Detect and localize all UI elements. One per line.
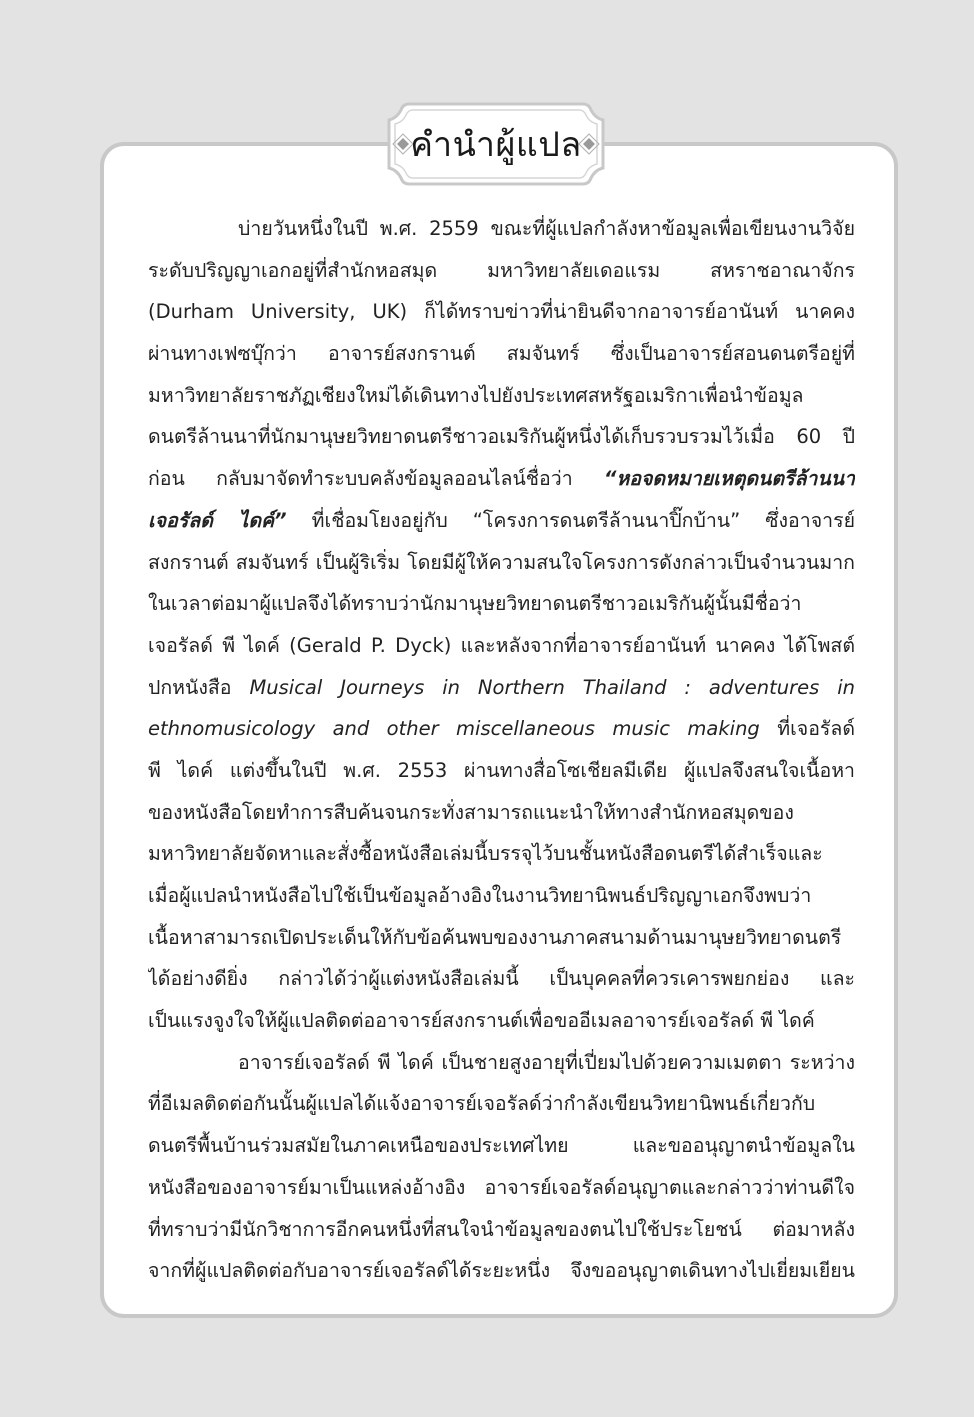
text-line: ดนตรีล้านนาที่นักมานุษยวิทยาดนตรีชาวอเมริกันผู้หนึ่งได้เก็บรวบรวมไว้เมื่อ 60 ปี <box>148 425 855 449</box>
text-line <box>148 708 855 750</box>
text-line: บ่ายวันหนึ่งในปี พ.ศ. 2559 ขณะที่ผู้แปลกำลังหาข้อมูลเพื่อเขียนงานวิจัย <box>238 217 855 240</box>
text-line: ที่ทราบว่ามีนักวิชาการอีกคนหนึ่งที่สนใจนำข้อมูลของตนไปใช้ประโยชน์ ต่อมาหลัง <box>148 1217 855 1241</box>
text-line: เมื่อผู้แปลนำหนังสือไปใช้เป็นข้อมูลอ้างอิงในงานวิทยานิพนธ์ปริญญาเอกจึงพบว่า <box>148 884 812 907</box>
text-line: พี ไดค์ แต่งขึ้นในปี พ.ศ. 2553 ผ่านทางสื่อโซเชียลมีเดีย ผู้แปลจึงสนใจเนื้อหา <box>148 758 855 782</box>
text-line: ผ่านทางเฟซบุ๊กว่า อาจารย์สงกรานต์ สมจันทร์ ซึ่งเป็นอาจารย์สอนดนตรีอยู่ที่ <box>148 342 855 366</box>
text-line: ที่อีเมลติดต่อกันนั้นผู้แปลได้แจ้งอาจารย์เจอรัลด์ว่ากำลังเขียนวิทยานิพนธ์เกี่ยวกับ <box>148 1092 816 1116</box>
text-line: หนังสือของอาจารย์มาเป็นแหล่งอ้างอิง อาจารย์เจอรัลด์อนุญาตและกล่าวว่าท่านดีใจ <box>148 1175 855 1199</box>
text-line: ได้อย่างดียิ่ง กล่าวได้ว่าผู้แต่งหนังสือเล่มนี้ เป็นบุคคลที่ควรเคารพยกย่อง และ <box>148 967 855 991</box>
text-line: มหาวิทยาลัยจัดหาและสั่งซื้อหนังสือเล่มนี้บรรจุไว้บนชั้นหนังสือดนตรีได้สำเร็จและ <box>148 842 823 866</box>
text-line: (Durham University, UK) ก็ได้ทราบข่าวที่น่ายินดีจากอาจารย์อานันท์ นาคคง <box>148 300 855 324</box>
text-run: ก่อน กลับมาจัดทำระบบคลังข้อมูลออนไลน์ชื่อว่า <box>148 467 604 491</box>
text-run: ที่เชื่อมโยงอยู่กับ “โครงการดนตรีล้านนาปิ๊กบ้าน” ซึ่งอาจารย์ <box>286 508 855 532</box>
text-line: สงกรานต์ สมจันทร์ เป็นผู้ริเริ่ม โดยมีผู้ให้ความสนใจโครงการดังกล่าวเป็นจำนวนมาก <box>148 550 855 574</box>
body-text <box>148 208 855 1292</box>
text-line: มหาวิทยาลัยราชภัฏเชียงใหม่ได้เดินทางไปยังประเทศสหรัฐอเมริกาเพื่อนำข้อมูล <box>148 383 804 407</box>
text-line: เจอรัลด์ พี ไดค์ (Gerald P. Dyck) และหลังจากที่อาจารย์อานันท์ นาคคง ได้โพสต์ <box>148 633 855 657</box>
text-line: ในเวลาต่อมาผู้แปลจึงได้ทราบว่านักมานุษยวิทยาดนตรีชาวอเมริกันผู้นั้นมีชื่อว่า <box>148 592 802 616</box>
text-line: อาจารย์เจอรัลด์ พี ไดค์ เป็นชายสูงอายุที่เปี่ยมไปด้วยความเมตตา ระหว่าง <box>238 1050 855 1074</box>
text-line <box>148 500 855 542</box>
archive-name-emphasis: เจอรัลด์ ไดค์” <box>148 508 287 532</box>
text-line <box>148 667 855 709</box>
text-run: ที่เจอรัลด์ <box>759 717 855 741</box>
text-line <box>148 458 855 500</box>
book-title-italic: ethnomusicology and other miscellaneous music making <box>148 717 760 741</box>
text-line: ระดับปริญญาเอกอยู่ที่สำนักหอสมุด มหาวิทยาลัยเดอแรม สหราชอาณาจักร <box>148 258 855 282</box>
text-run: ปกหนังสือ <box>148 675 250 699</box>
text-line: ของหนังสือโดยทำการสืบค้นจนกระทั่งสามารถแนะนำให้ทางสำนักหอสมุดของ <box>148 800 794 824</box>
text-line: จากที่ผู้แปลติดต่อกับอาจารย์เจอรัลด์ได้ระยะหนึ่ง จึงขออนุญาตเดินทางไปเยี่ยมเยียน <box>148 1259 855 1283</box>
archive-name-emphasis: “หอจดหมายเหตุดนตรีล้านนา <box>603 467 855 491</box>
text-line: เนื้อหาสามารถเปิดประเด็นให้กับข้อค้นพบของงานภาคสนามด้านมานุษยวิทยาดนตรี <box>148 925 842 949</box>
book-title-italic: Musical Journeys in Northern Thailand : adventures in <box>249 675 855 699</box>
title-plaque <box>383 100 609 188</box>
page-title: คำนำผู้แปล <box>410 125 582 165</box>
text-line: ดนตรีพื้นบ้านร่วมสมัยในภาคเหนือของประเทศไทย และขออนุญาตนำข้อมูลใน <box>148 1134 855 1158</box>
text-line: เป็นแรงจูงใจให้ผู้แปลติดต่ออาจารย์สงกรานต์เพื่อขออีเมลอาจารย์เจอรัลด์ พี ไดค์ <box>148 1009 815 1033</box>
